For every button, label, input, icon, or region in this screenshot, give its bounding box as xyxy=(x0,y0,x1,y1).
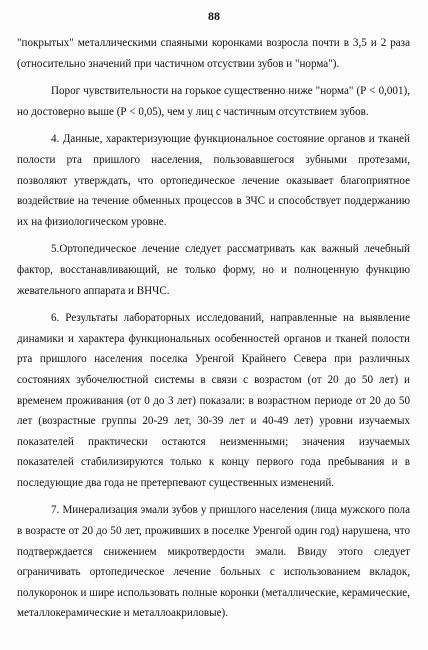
paragraph-bitter-threshold: Порог чувствительности на горькое существенно ниже "норма" (Р < 0,001), но достоверно выше (Р < 0,05), чем у лиц с частичным отсутствием зубов. xyxy=(17,85,410,118)
paragraph-conclusion-6: 6. Результаты лабораторных исследований, направленные на выявление динамики и характера функциональных особенностей органов и тканей полости рта пришлого населения поселка Уренгой Крайнего Севера при различных состояниях зубочелюстной системы в связи с возрастом (от 20 до 50 лет) и временем проживания (от 0 до 3 лет) показали: в возрастном периоде от 20 до 50 лет (возрастные группы 20-29 лет, 30-39 лет и 40-49 лет) уровни изучаемых показателей практически остаются неизменными; значения изучаемых показателей стабилизируются только к концу первого года пребывания и в последующие два года не претерпевают существенных изменений. xyxy=(17,312,410,489)
page-number: 88 xyxy=(208,9,220,23)
paragraph-conclusion-5: 5.Ортопедическое лечение следует рассматривать как важный лечебный фактор, восстанавливающий, не только форму, но и полноценную функцию жевательного аппарата и ВНЧС. xyxy=(17,243,410,297)
body-text xyxy=(17,33,410,631)
paragraph-conclusion-7: 7. Минерализация эмали зубов у пришлого населения (лица мужского пола в возрасте от 20 до 50 лет, проживших в поселке Уренгой один год) нарушена, что подтверждается снижением микротвердости эмали. Ввиду этого следует ограничивать ортопедическое лечение больных с использованием вкладок, полукоронок и шире использовать полные коронки (металлические, керамические, металлокерамические и металлоакриловые). xyxy=(17,504,410,620)
paragraph-continuation: "покрытых" металлическими спаяными коронками возросла почти в 3,5 и 2 раза (относительно значений при частичном отсуствии зубов и "норма"). xyxy=(17,37,410,70)
paragraph-conclusion-4: 4. Данные, характеризующие функциональное состояние органов и тканей полости рта пришлого населения, пользовавшегося зубными протезами, позволяют утверждать, что ортопедическое лечение оказывает благоприятное воздействие на течение обменных процессов в ЗЧС и способствует поддержанию их на физиологическом уровне. xyxy=(17,133,410,228)
